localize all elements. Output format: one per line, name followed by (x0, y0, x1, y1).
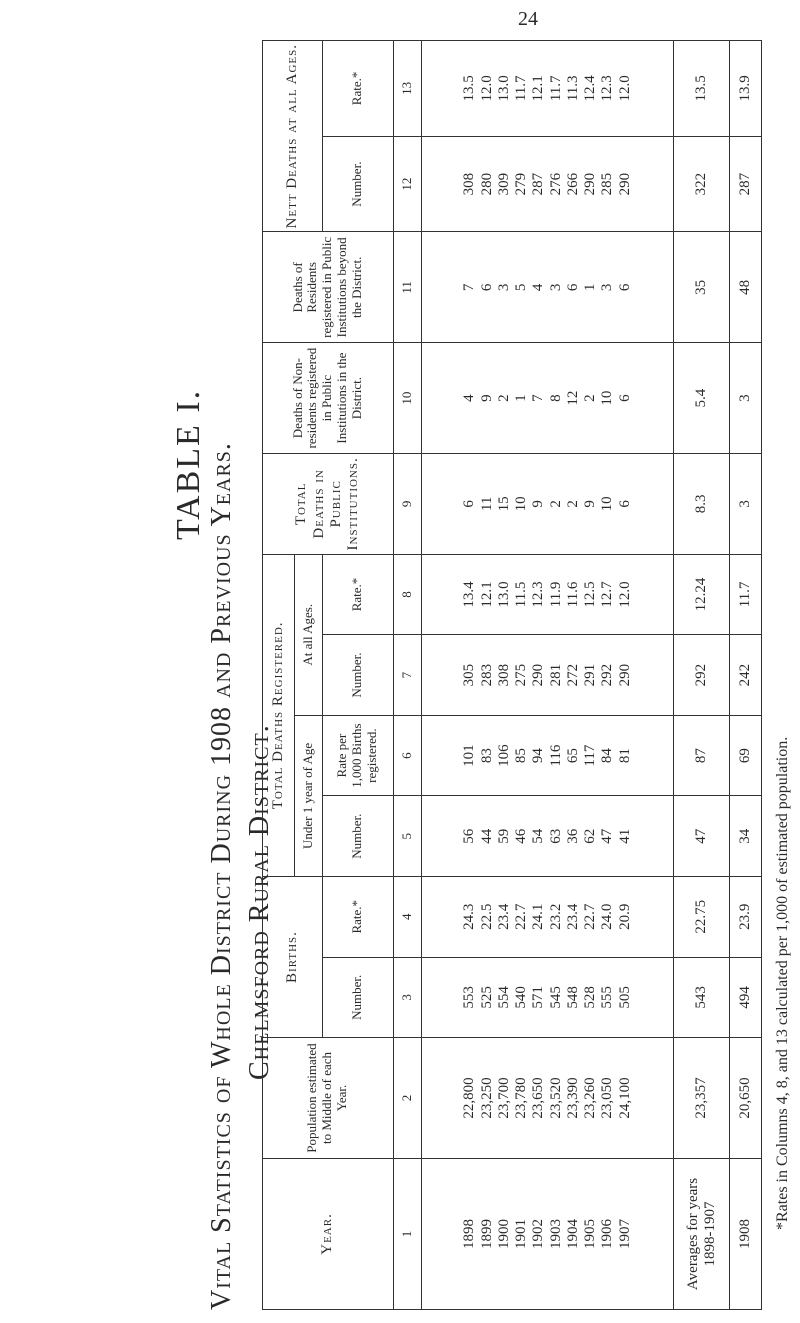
header-allages-number: Number. (322, 635, 393, 716)
column-number: 11 (393, 232, 421, 343)
column-number: 8 (393, 554, 421, 635)
header-all-ages: At all Ages. (294, 554, 322, 715)
population-cells: 22,800 23,250 23,700 23,780 23,650 23,520 23,390 23,260 23,050 24,100 (422, 1038, 674, 1159)
residents-beyond-cells: 7 6 3 5 4 3 6 1 3 6 (422, 232, 674, 343)
year-1908-allages-number: 242 (730, 635, 762, 716)
under1-rate-cells: 101 83 106 85 94 116 65 117 84 81 (422, 715, 674, 796)
under1-number-cells: 56 44 59 46 54 63 36 62 47 41 (422, 796, 674, 877)
public-institutions-cells: 6 11 15 10 9 2 2 9 10 6 (422, 454, 674, 555)
column-number: 6 (393, 715, 421, 796)
header-under-1: Under 1 year of Age (294, 715, 322, 876)
averages-allages-rate: 12.24 (674, 554, 730, 635)
year-1908-residents-beyond: 48 (730, 232, 762, 343)
column-number: 9 (393, 454, 421, 555)
table-row-averages (674, 41, 730, 1310)
table-row-1908 (730, 41, 762, 1310)
year-1908-public-institutions: 3 (730, 454, 762, 555)
title-block (0, 0, 275, 1323)
year-1908-nett-rate: 13.9 (730, 41, 762, 137)
year-1908-label: 1908 (730, 1158, 762, 1309)
year-1908-allages-rate: 11.7 (730, 554, 762, 635)
births-number-cells: 553 525 554 540 571 545 548 528 555 505 (422, 957, 674, 1038)
averages-under1-rate: 87 (674, 715, 730, 796)
allages-rate-cells: 13.4 12.1 13.0 11.5 12.3 11.9 11.6 12.5 12.7 12.0 (422, 554, 674, 635)
year-1908-births-number: 494 (730, 957, 762, 1038)
header-under1-rate: Rate per 1,000 Births registered. (322, 715, 393, 796)
averages-allages-number: 292 (674, 635, 730, 716)
year-1908-under1-rate: 69 (730, 715, 762, 796)
column-number: 1 (393, 1158, 421, 1309)
header-population: Population estimated to Middle of each Year. (263, 1038, 394, 1159)
header-total-deaths: Total Deaths Registered. (263, 554, 295, 876)
averages-births-rate: 22.75 (674, 876, 730, 957)
averages-births-number: 543 (674, 957, 730, 1038)
header-nett-number: Number. (322, 136, 393, 232)
header-year: Year. (263, 1158, 394, 1309)
column-number: 12 (393, 136, 421, 232)
column-number: 7 (393, 635, 421, 716)
averages-under1-number: 47 (674, 796, 730, 877)
district-name: Chelmsford Rural District. (244, 724, 275, 1080)
year-cells: 1898 1899 1900 1901 1902 1903 1904 1905 1906 1907 (422, 1158, 674, 1309)
column-number: 4 (393, 876, 421, 957)
column-number: 13 (393, 41, 421, 137)
header-residents-beyond: Deaths of Residents registered in Public Institutions beyond the District. (263, 232, 394, 343)
averages-residents-beyond: 35 (674, 232, 730, 343)
averages-non-residents: 5.4 (674, 343, 730, 454)
year-1908-nett-number: 287 (730, 136, 762, 232)
births-rate-cells: 24.3 22.5 23.4 22.7 24.1 23.2 23.4 22.7 24.0 20.9 (422, 876, 674, 957)
averages-nett-rate: 13.5 (674, 41, 730, 137)
averages-public-institutions: 8.3 (674, 454, 730, 555)
averages-nett-number: 322 (674, 136, 730, 232)
header-under1-number: Number. (322, 796, 393, 877)
header-allages-rate: Rate.* (322, 554, 393, 635)
averages-label: Averages for years 1898-1907 (674, 1158, 730, 1309)
header-nett-deaths: Nett Deaths at all Ages. (263, 41, 323, 232)
nett-rate-cells: 13.5 12.0 13.0 11.7 12.1 11.7 11.3 12.4 12.3 12.0 (422, 41, 674, 137)
vital-statistics-table (262, 40, 762, 1310)
table-row-years (422, 41, 674, 1310)
page-number: 24 (518, 8, 538, 30)
column-number-row (393, 41, 421, 1310)
table-subtitle: Vital Statistics of Whole District During 1908 and Previous Years. (206, 442, 237, 1310)
column-number: 5 (393, 796, 421, 877)
year-1908-births-rate: 23.9 (730, 876, 762, 957)
nett-number-cells: 308 280 309 279 287 276 266 290 285 290 (422, 136, 674, 232)
header-row-group (263, 41, 295, 1310)
header-births: Births. (263, 876, 323, 1037)
header-births-rate: Rate.* (322, 876, 393, 957)
footnote: *Rates in Columns 4, 8, and 13 calculated per 1,000 of estimated population. (774, 736, 791, 1230)
header-nett-rate: Rate.* (322, 41, 393, 137)
statistics-table-container (262, 40, 762, 1310)
column-number: 10 (393, 343, 421, 454)
header-births-number: Number. (322, 957, 393, 1038)
column-number: 2 (393, 1038, 421, 1159)
year-1908-population: 20,650 (730, 1038, 762, 1159)
non-residents-cells: 4 9 2 1 7 8 12 2 10 6 (422, 343, 674, 454)
header-non-residents: Deaths of Non-residents registered in Public Institutions in the District. (263, 343, 394, 454)
averages-population: 23,357 (674, 1038, 730, 1159)
table-title: TABLE I. (170, 388, 207, 540)
year-1908-non-residents: 3 (730, 343, 762, 454)
allages-number-cells: 305 283 308 275 290 281 272 291 292 290 (422, 635, 674, 716)
column-number: 3 (393, 957, 421, 1038)
year-1908-under1-number: 34 (730, 796, 762, 877)
header-public-institutions: Total Deaths in Public Institutions. (263, 454, 394, 555)
